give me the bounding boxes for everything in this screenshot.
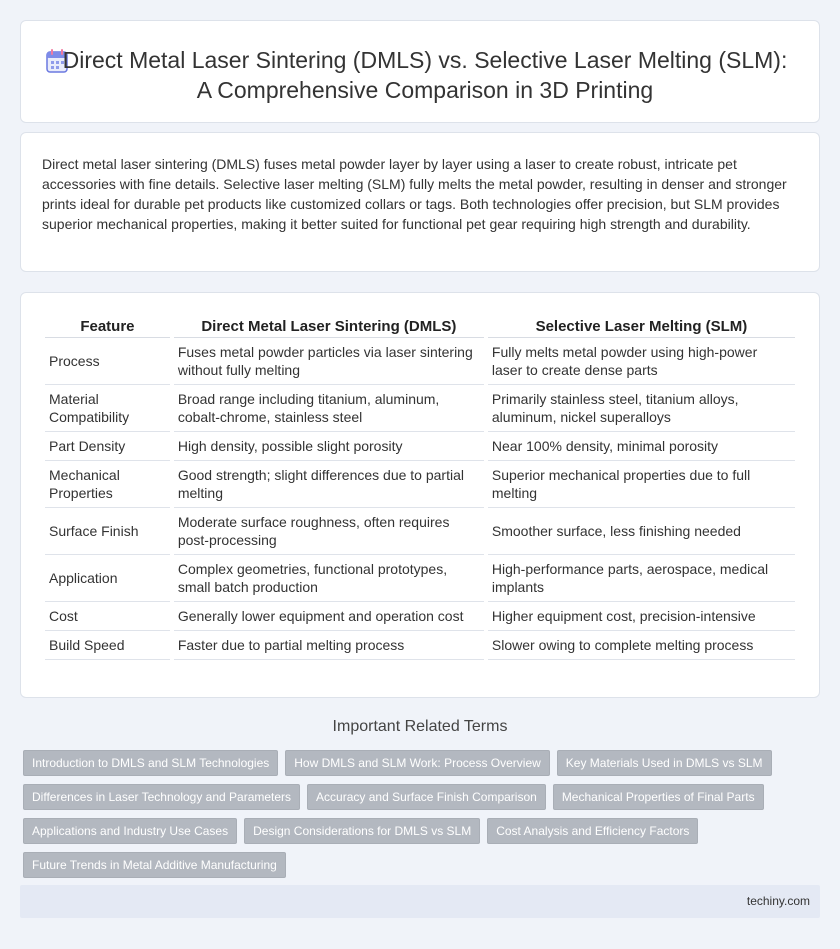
row-slm: Near 100% density, minimal porosity	[488, 432, 795, 461]
row-slm: Higher equipment cost, precision-intensive	[488, 602, 795, 631]
related-term-tag[interactable]: Future Trends in Metal Additive Manufacturing	[23, 852, 286, 878]
header-dmls: Direct Metal Laser Sintering (DMLS)	[174, 315, 484, 338]
footer-site-link[interactable]: techiny.com	[746, 894, 810, 908]
related-term-tag[interactable]: Design Considerations for DMLS vs SLM	[244, 818, 480, 844]
row-dmls: Moderate surface roughness, often requires post-processing	[174, 508, 484, 555]
row-slm: Fully melts metal powder using high-power laser to create dense parts	[488, 338, 795, 385]
related-term-tag[interactable]: Applications and Industry Use Cases	[23, 818, 237, 844]
related-term-tag[interactable]: Cost Analysis and Efficiency Factors	[487, 818, 698, 844]
table-row	[45, 555, 795, 602]
row-slm: Slower owing to complete melting process	[488, 631, 795, 660]
row-feature: Surface Finish	[45, 508, 170, 555]
row-slm: High-performance parts, aerospace, medical implants	[488, 555, 795, 602]
table-header-row	[45, 315, 795, 338]
table-row	[45, 338, 795, 385]
table-row	[45, 385, 795, 432]
intro-paragraph: Direct metal laser sintering (DMLS) fuses metal powder layer by layer using a laser to create robust, intricate pet accessories with fine details. Selective laser melting (SLM) fully melts the metal powder, resulting in denser and stronger prints ideal for durable pet products like customized collars or tags. Both technologies offer precision, but SLM provides superior mechanical properties, making it better suited for functional pet gear requiring high strength and durability.	[42, 156, 787, 232]
row-dmls: Complex geometries, functional prototypes, small batch production	[174, 555, 484, 602]
table-row	[45, 432, 795, 461]
row-dmls: Generally lower equipment and operation cost	[174, 602, 484, 631]
page-title: Direct Metal Laser Sintering (DMLS) vs. Selective Laser Melting (SLM): A Comprehensive Comparison in 3D Printing	[62, 47, 788, 103]
comparison-card	[20, 292, 820, 698]
related-terms-heading: Important Related Terms	[332, 718, 508, 735]
footer	[20, 885, 820, 918]
related-term-tag[interactable]: Introduction to DMLS and SLM Technologies	[23, 750, 278, 776]
related-term-tag[interactable]: Accuracy and Surface Finish Comparison	[307, 784, 546, 810]
related-term-tag[interactable]: Key Materials Used in DMLS vs SLM	[557, 750, 772, 776]
row-dmls: Broad range including titanium, aluminum, cobalt-chrome, stainless steel	[174, 385, 484, 432]
row-dmls: Fuses metal powder particles via laser sintering without fully melting	[174, 338, 484, 385]
row-dmls: Good strength; slight differences due to partial melting	[174, 461, 484, 508]
intro-card	[20, 132, 820, 272]
header-feature: Feature	[45, 315, 170, 338]
row-slm: Primarily stainless steel, titanium alloys, aluminum, nickel superalloys	[488, 385, 795, 432]
related-term-tag[interactable]: Mechanical Properties of Final Parts	[553, 784, 764, 810]
related-term-tag[interactable]: Differences in Laser Technology and Parameters	[23, 784, 300, 810]
row-feature: Mechanical Properties	[45, 461, 170, 508]
row-slm: Smoother surface, less finishing needed	[488, 508, 795, 555]
related-term-tag[interactable]: How DMLS and SLM Work: Process Overview	[285, 750, 550, 776]
related-terms-list	[23, 750, 813, 878]
header-slm: Selective Laser Melting (SLM)	[488, 315, 795, 338]
row-feature: Application	[45, 555, 170, 602]
row-feature: Process	[45, 338, 170, 385]
row-feature: Material Compatibility	[45, 385, 170, 432]
comparison-table	[41, 315, 799, 660]
table-row	[45, 631, 795, 660]
row-dmls: High density, possible slight porosity	[174, 432, 484, 461]
row-feature: Cost	[45, 602, 170, 631]
row-feature: Build Speed	[45, 631, 170, 660]
title-card	[20, 20, 820, 123]
table-row	[45, 602, 795, 631]
row-feature: Part Density	[45, 432, 170, 461]
table-row	[45, 508, 795, 555]
row-dmls: Faster due to partial melting process	[174, 631, 484, 660]
row-slm: Superior mechanical properties due to full melting	[488, 461, 795, 508]
table-row	[45, 461, 795, 508]
